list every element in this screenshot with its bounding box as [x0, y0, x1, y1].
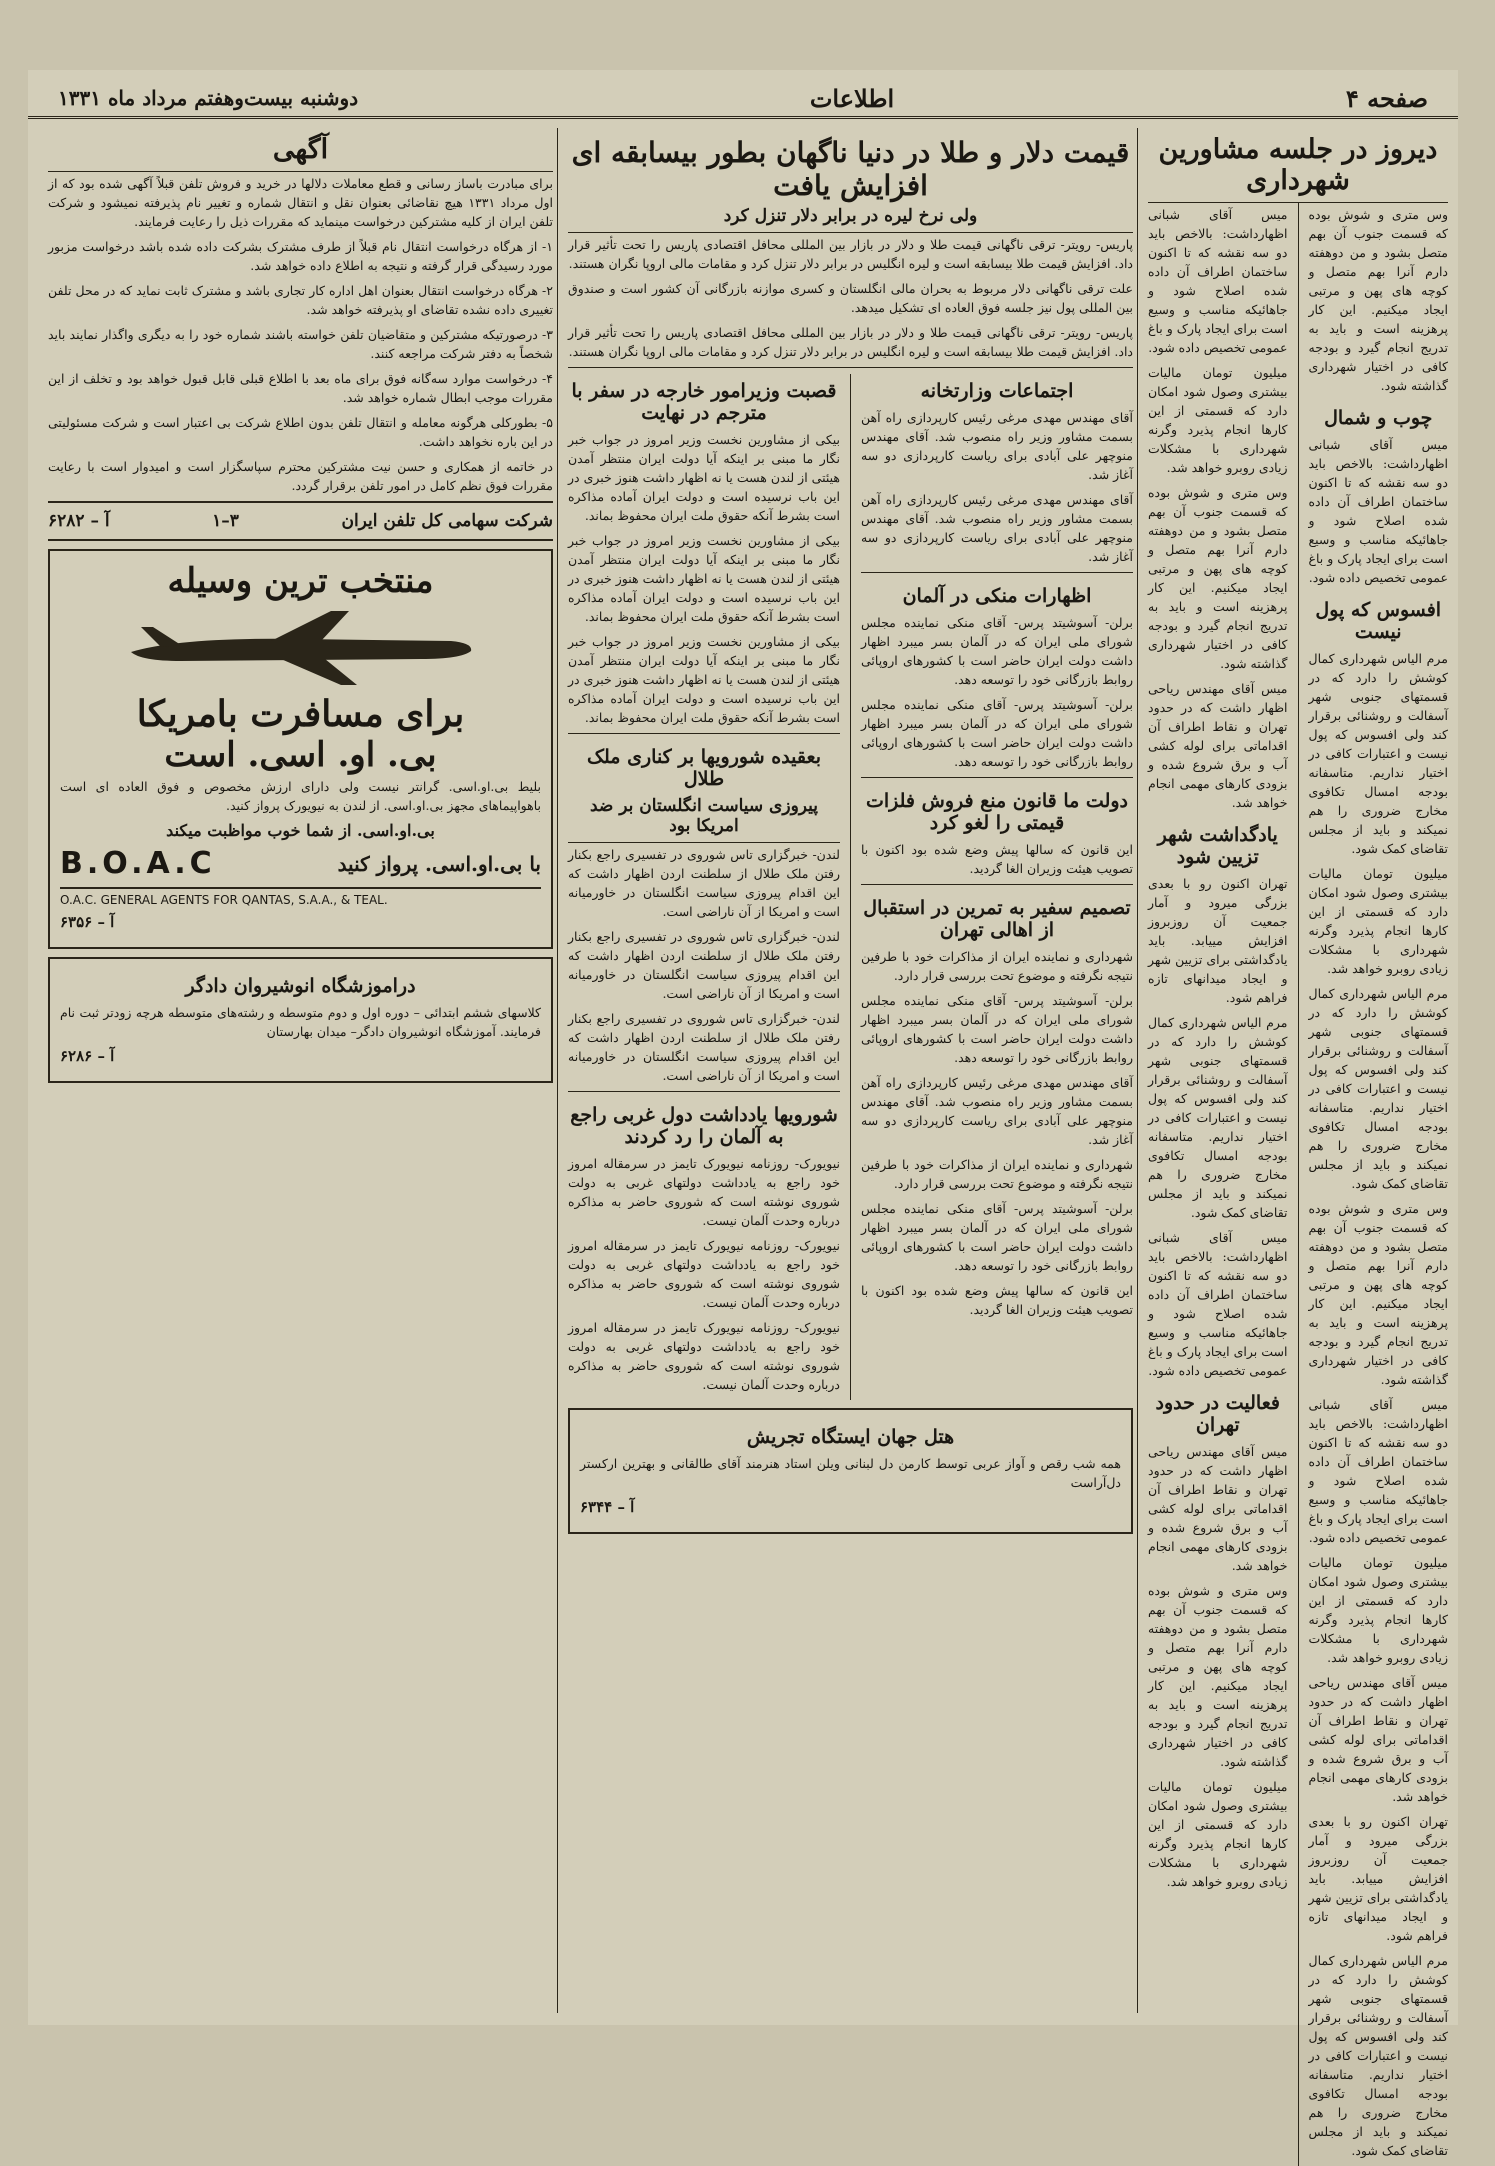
- notice-title: آگهی: [48, 128, 553, 172]
- envoy-paragraph: برلن- آسوشیتد پرس- آقای منکی نماینده مجلس شورای ملی ایران که در آلمان بسر میبرد اظهار داشت دولت ایران حاضر است با کشورهای اروپائی روابط بازرگانی خود را توسعه دهد.: [861, 1201, 1133, 1273]
- page-number: صفحه ۴: [1345, 83, 1428, 113]
- hotel-ad-code: آ – ۶۳۴۴: [580, 1498, 635, 1516]
- boac-agents: O.A.C. GENERAL AGENTS FOR QANTAS, S.A.A., & TEAL.: [60, 887, 541, 907]
- gold-dollar-paragraph: پاریس- رویتر- ترقی ناگهانی قیمت طلا و دلار در بازار بین المللی محافل اقتصادی پاریس را تحت تأثیر قرار داد. افزایش قیمت طلا بیسابقه است و لیره انگلیس در برابر دلار تنزل کرد و مقامات مالی اروپا نگران هستند.: [568, 237, 1133, 271]
- notice-item: ۲- هرگاه درخواست انتقال بعنوان اهل اداره کار تجاری باشد و مشترک ثابت نماید که در محل تلفن تغییری داده نشده تقاضای او پذیرفته خواهد شد.: [48, 283, 553, 317]
- notice-closing: در خاتمه از همکاری و حسن نیت مشترکین محترم سپاسگزار است و امیدوار است با رعایت مقررات فوق نظم کامل در امور تلفن برقرار گردد.: [48, 459, 553, 493]
- council-paragraph: مرم الیاس شهرداری کمال کوشش را دارد که در قسمتهای جنوبی شهر آسفالت و روشنائی برقرار کند ولی افسوس که پول نیست و اعتبارات کافی در اختیار نداریم. متاسفانه بودجه امسال تکافوی مخارج ضروری را هم نمیکند و باید از مجلس تقاضای کمک شود.: [1308, 651, 1448, 856]
- council-paragraph: مرم الیاس شهرداری کمال کوشش را دارد که در قسمتهای جنوبی شهر آسفالت و روشنائی برقرار کند ولی افسوس که پول نیست و اعتبارات کافی در اختیار نداریم. متاسفانه بودجه امسال تکافوی مخارج ضروری را هم نمیکند و باید از مجلس تقاضای کمک شود.: [1148, 1015, 1288, 1220]
- council-paragraph: وس متری و شوش بوده که قسمت جنوب آن بهم متصل بشود و من دوهفته دارم آنرا بهم متصل و کوچه های پهن و مرتبی ایجاد میکنیم. این کار پرهزینه است و باید به تدریج انجام گیرد و بودجه کافی در اختیار شهرداری گذاشته شود.: [1308, 207, 1448, 393]
- council-paragraph: وس متری و شوش بوده که قسمت جنوب آن بهم متصل بشود و من دوهفته دارم آنرا بهم متصل و کوچه های پهن و مرتبی ایجاد میکنیم. این کار پرهزینه است و باید به تدریج انجام گیرد و بودجه کافی در اختیار شهرداری گذاشته شود.: [1308, 1201, 1448, 1387]
- gold-dollar-paragraph: پاریس- رویتر- ترقی ناگهانی قیمت طلا و دلار در بازار بین المللی محافل اقتصادی پاریس را تحت تأثیر قرار داد. افزایش قیمت طلا بیسابقه است و لیره انگلیس در برابر دلار تنزل کرد و مقامات مالی اروپا نگران هستند.: [568, 325, 1133, 359]
- foreign-minister-headline: قصبت وزیرامور خارجه در سفر با مترجم در نهایت: [571, 380, 837, 424]
- school-ad-code: آ – ۶۲۸۶: [60, 1047, 115, 1065]
- ministry-headline: اجتماعات وزارتخانه: [920, 380, 1074, 402]
- council-paragraph: میس آقای مهندس ریاحی اظهار داشت که در حدود تهران و نقاط اطراف آن اقداماتی برای لوله کشی آب و برق شروع شده و بزودی کارهای مهمی انجام خواهد شد.: [1148, 681, 1288, 810]
- boac-ad-text: بلیط بی.او.اسی. گرانتر نیست ولی دارای ارزش مخصوص و فوق العاده ای است باهواپیماهای مجهز بی.او.اسی. از لندن به نیویورک پرواز کنید.: [60, 779, 541, 813]
- council-paragraph: میس آقای شبانی اظهارداشت: بالاخص باید دو سه نقشه که تا اکنون ساختمان اطراف آن داده شده اصلاح شود و جاهائیکه مناسب و وسیع است برای ایجاد پارک و باغ عمومی تخصیص داده شود.: [1148, 207, 1288, 355]
- council-paragraph: میس آقای شبانی اظهارداشت: بالاخص باید دو سه نقشه که تا اکنون ساختمان اطراف آن داده شده اصلاح شود و جاهائیکه مناسب و وسیع است برای ایجاد پارک و باغ عمومی تخصیص داده شود.: [1308, 1397, 1448, 1545]
- newspaper-page: [28, 70, 1458, 2158]
- soviet-note-paragraph: نیویورک- روزنامه نیویورک تایمز در سرمقاله امروز خود راجع به یادداشت دولتهای غربی به دولت شوروی نوشته است که شوروی حاضر به مذاکره درباره وحدت آلمان نیست.: [568, 1320, 840, 1392]
- talal-subhead: پیروزی سیاست انگلستان بر ضد امریکا بود: [568, 794, 840, 843]
- school-ad-text: کلاسهای ششم ابتدائی – دوره اول و دوم متوسطه و رشته‌های متوسطه هرچه زودتر ثبت نام فرمایند. آموزشگاه انوشیروان دادگر– میدان بهارستان: [60, 1005, 541, 1039]
- ministry-paragraph: آقای مهندس مهدی مرغی رئیس کارپردازی راه آهن بسمت مشاور وزیر راه منصوب شد. آقای مهندس منوچهر علی آبادی برای ریاست کارپردازی دو سه آغاز شد.: [861, 492, 1133, 564]
- talal-paragraph: لندن- خبرگزاری تاس شوروی در تفسیری راجع بکنار رفتن ملک طلال از سلطنت اردن اظهار داشت که این اقدام پیروزی سیاست انگلستان در خاورمیانه است و امریکا از آن ناراضی است.: [568, 847, 840, 919]
- council-paragraph: تهران اکنون رو با بعدی بزرگی میرود و آمار جمعیت آن روزبروز افزایش مییابد. باید یادگداشتی برای تزیین شهر و ایجاد میدانهای تازه فراهم شود.: [1308, 1814, 1448, 1943]
- council-paragraph: میلیون تومان مالیات بیشتری وصول شود امکان دارد که قسمتی از این کارها انجام پذیرد وگرنه شهرداری با مشکلات زیادی روبرو خواهد شد.: [1148, 1779, 1288, 1889]
- council-section-title: چوب و شمال: [1324, 407, 1433, 429]
- boac-ad-headline2: برای مسافرت بامریکا: [136, 693, 465, 735]
- germany-paragraph: برلن- آسوشیتد پرس- آقای منکی نماینده مجلس شورای ملی ایران که در آلمان بسر میبرد اظهار داشت دولت ایران حاضر است با کشورهای اروپائی روابط بازرگانی خود را توسعه دهد.: [861, 615, 1133, 687]
- council-paragraph: میلیون تومان مالیات بیشتری وصول شود امکان دارد که قسمتی از این کارها انجام پذیرد وگرنه شهرداری با مشکلات زیادی روبرو خواهد شد.: [1148, 365, 1288, 475]
- council-paragraph: تهران اکنون رو با بعدی بزرگی میرود و آمار جمعیت آن روزبروز افزایش مییابد. باید یادگداشتی برای تزیین شهر و ایجاد میدانهای تازه فراهم شود.: [1148, 876, 1288, 1005]
- telephone-company-name: شرکت سهامی کل تلفن ایران: [341, 511, 553, 531]
- issue-date: دوشنبه بیست‌وهفتم مرداد ماه ۱۳۳۱: [58, 86, 359, 110]
- notice-footer: [48, 501, 553, 541]
- council-section-title: فعالیت در حدود تهران: [1155, 1392, 1280, 1436]
- council-paragraph: میس آقای مهندس ریاحی اظهار داشت که در حدود تهران و نقاط اطراف آن اقداماتی برای لوله کشی آب و برق شروع شده و بزودی کارهای مهمی انجام خواهد شد.: [1148, 1444, 1288, 1573]
- notice-item: ۱- از هرگاه درخواست انتقال نام قبلاً از طرف مشترک بشرکت داده شده باشد درخواست مزبور مورد رسیدگی قرار گرفته و نتیجه به اطلاع داده خواهد شد.: [48, 239, 553, 273]
- envoy-paragraph: برلن- آسوشیتد پرس- آقای منکی نماینده مجلس شورای ملی ایران که در آلمان بسر میبرد اظهار داشت دولت ایران حاضر است با کشورهای اروپائی روابط بازرگانی خود را توسعه دهد.: [861, 993, 1133, 1065]
- boac-logo: B.O.A.C: [60, 846, 216, 881]
- notice-item: ۴- درخواست موارد سه‌گانه فوق برای ماه بعد با اطلاع قبلی قابل قبول خواهد بود و تخلف از این مقررات موجب ابطال شماره خواهد شد.: [48, 371, 553, 405]
- council-paragraph: میس آقای مهندس ریاحی اظهار داشت که در حدود تهران و نقاط اطراف آن اقداماتی برای لوله کشی آب و برق شروع شده و بزودی کارهای مهمی انجام خواهد شد.: [1308, 1675, 1448, 1804]
- foreign-minister-paragraph: بیکی از مشاورین نخست وزیر امروز در جواب خبر نگار ما مبنی بر اینکه آیا دولت ایران منتظر آمدن هیئتی از لندن هست یا نه اظهار داشت هنوز خبری در این باب نرسیده است و دولت ایران آماده مذاکره است بشرط آنکه حقوق ملت ایران محفوظ بماند.: [568, 432, 840, 523]
- airplane-icon: [121, 607, 481, 687]
- column-council: [1137, 128, 1448, 2158]
- talal-paragraph: لندن- خبرگزاری تاس شوروی در تفسیری راجع بکنار رفتن ملک طلال از سلطنت اردن اظهار داشت که این اقدام پیروزی سیاست انگلستان در خاورمیانه است و امریکا از آن ناراضی است.: [568, 1011, 840, 1083]
- soviet-note-paragraph: نیویورک- روزنامه نیویورک تایمز در سرمقاله امروز خود راجع به یادداشت دولتهای غربی به دولت شوروی نوشته است که شوروی حاضر به مذاکره درباره وحدت آلمان نیست.: [568, 1156, 840, 1228]
- council-paragraph: وس متری و شوش بوده که قسمت جنوب آن بهم متصل بشود و من دوهفته دارم آنرا بهم متصل و کوچه های پهن و مرتبی ایجاد میکنیم. این کار پرهزینه است و باید به تدریج انجام گیرد و بودجه کافی در اختیار شهرداری گذاشته شود.: [1148, 1583, 1288, 1769]
- council-section-title: یادگداشت شهر تزیین شود: [1157, 824, 1278, 868]
- hotel-ad-text: همه شب رقص و آواز عربی توسط کارمن دل لبنانی ویلن استاد هنرمند آقای طالقانی و بهترین ارکستر دل‌آراست: [580, 1456, 1121, 1490]
- boac-ad-headline: منتخب ترین وسیله: [167, 561, 434, 601]
- envoy-paragraph: شهرداری و نماینده ایران از مذاکرات خود با طرفین نتیجه نگرفته و موضوع تحت بررسی قرار دارد.: [861, 1157, 1133, 1191]
- notice-intro: برای مبادرت باساز رسانی و قطع معاملات دلالها در خرید و فروش تلفن قبلاً آگهی شده بود که از اول مرداد ۱۳۳۱ هیچ نقاضائی بعنوان نقل و انتقال شماره و تغییر نام پذیرفته نمیشود و شرکت تلفن ایران از کلیه مشترکین درخواست مینماید که مقررات ذیل را رعایت فرمایند.: [48, 176, 553, 229]
- soviet-note-headline: شورویها یادداشت دول غربی راجع به آلمان را رد کردند: [570, 1104, 838, 1148]
- notice-serial: ۳–۱: [212, 511, 239, 531]
- boac-ad-brand: بی. او. اسی. است: [164, 735, 437, 775]
- foreign-minister-paragraph: بیکی از مشاورین نخست وزیر امروز در جواب خبر نگار ما مبنی بر اینکه آیا دولت ایران منتظر آمدن هیئتی از لندن هست یا نه اظهار داشت هنوز خبری در این باب نرسیده است و دولت ایران آماده مذاکره است بشرط آنکه حقوق ملت ایران محفوظ بماند.: [568, 634, 840, 725]
- envoy-headline: تصمیم سفیر به تمرین در استقبال از اهالی تهران: [863, 897, 1131, 941]
- column-ads: [48, 128, 553, 2013]
- school-ad-title: دراموزشگاه انوشیروان دادگر: [185, 975, 416, 997]
- council-paragraph: میس آقای شبانی اظهارداشت: بالاخص باید دو سه نقشه که تا اکنون ساختمان اطراف آن داده شده اصلاح شود و جاهائیکه مناسب و وسیع است برای ایجاد پارک و باغ عمومی تخصیص داده شود.: [1308, 437, 1448, 585]
- notice-item: ۵- بطورکلی هرگونه معامله و انتقال تلفن بدون اطلاع شرکت بی اعتبار است و شرکت مسئولیتی در این باره نخواهد داشت.: [48, 415, 553, 449]
- school-ad: [48, 957, 553, 1083]
- germany-paragraph: برلن- آسوشیتد پرس- آقای منکی نماینده مجلس شورای ملی ایران که در آلمان بسر میبرد اظهار داشت دولت ایران حاضر است با کشورهای اروپائی روابط بازرگانی خود را توسعه دهد.: [861, 697, 1133, 769]
- hotel-ad: [568, 1408, 1133, 1534]
- boac-ad-code: آ – ۶۳۵۶: [60, 913, 115, 931]
- talal-paragraph: لندن- خبرگزاری تاس شوروی در تفسیری راجع بکنار رفتن ملک طلال از سلطنت اردن اظهار داشت که این اقدام پیروزی سیاست انگلستان در خاورمیانه است و امریکا از آن ناراضی است.: [568, 929, 840, 1001]
- boac-ad-fly: با بی.او.اسی. پرواز کنید: [337, 851, 541, 876]
- council-paragraph: وس متری و شوش بوده که قسمت جنوب آن بهم متصل بشود و من دوهفته دارم آنرا بهم متصل و کوچه های پهن و مرتبی ایجاد میکنیم. این کار پرهزینه است و باید به تدریج انجام گیرد و بودجه کافی در اختیار شهرداری گذاشته شود.: [1148, 485, 1288, 671]
- newspaper-name: اطلاعات: [809, 83, 895, 113]
- metals-law-headline: دولت ما قانون منع فروش فلزات قیمتی را لغو کرد: [865, 790, 1129, 834]
- envoy-paragraph: شهرداری و نماینده ایران از مذاکرات خود با طرفین نتیجه نگرفته و موضوع تحت بررسی قرار دارد.: [861, 949, 1133, 983]
- ministry-paragraph: آقای مهندس مهدی مرغی رئیس کارپردازی راه آهن بسمت مشاور وزیر راه منصوب شد. آقای مهندس منوچهر علی آبادی برای ریاست کارپردازی دو سه آغاز شد.: [861, 410, 1133, 482]
- council-headline: دیروز در جلسه مشاورین شهرداری: [1148, 128, 1448, 203]
- envoy-paragraph: این قانون که سالها پیش وضع شده بود اکنون با تصویب هیئت وزیران الغا گردید.: [861, 1283, 1133, 1317]
- germany-headline: اظهارات منکی در آلمان: [902, 585, 1092, 607]
- council-paragraph: میس آقای شبانی اظهارداشت: بالاخص باید دو سه نقشه که تا اکنون ساختمان اطراف آن داده شده اصلاح شود و جاهائیکه مناسب و وسیع است برای ایجاد پارک و باغ عمومی تخصیص داده شود.: [1148, 1230, 1288, 1378]
- council-section-title: افسوس که پول نیست: [1315, 599, 1442, 643]
- column-news: [557, 128, 1133, 2013]
- soviet-note-paragraph: نیویورک- روزنامه نیویورک تایمز در سرمقاله امروز خود راجع به یادداشت دولتهای غربی به دولت شوروی نوشته است که شوروی حاضر به مذاکره درباره وحدت آلمان نیست.: [568, 1238, 840, 1310]
- notice-item: ۳- درصورتیکه مشترکین و متقاضیان تلفن خواسته باشند شماره خود را به دیگری واگذار نمایند باید شخصاً به دفتر شرکت مراجعه کنند.: [48, 327, 553, 361]
- foreign-minister-paragraph: بیکی از مشاورین نخست وزیر امروز در جواب خبر نگار ما مبنی بر اینکه آیا دولت ایران منتظر آمدن هیئتی از لندن هست یا نه اظهار داشت هنوز خبری در این باب نرسیده است و دولت ایران آماده مذاکره است بشرط آنکه حقوق ملت ایران محفوظ بماند.: [568, 533, 840, 624]
- council-paragraph: مرم الیاس شهرداری کمال کوشش را دارد که در قسمتهای جنوبی شهر آسفالت و روشنائی برقرار کند ولی افسوس که پول نیست و اعتبارات کافی در اختیار نداریم. متاسفانه بودجه امسال تکافوی مخارج ضروری را هم نمیکند و باید از مجلس تقاضای کمک شود.: [1308, 1953, 1448, 2158]
- gold-dollar-paragraph: علت ترقی ناگهانی دلار مربوط به بحران مالی انگلستان و کسری موازنه بازرگانی آن کشور است و صندوق بین المللی پول نیز جلسه فوق العاده ای تشکیل میدهد.: [568, 281, 1133, 315]
- council-paragraph: میلیون تومان مالیات بیشتری وصول شود امکان دارد که قسمتی از این کارها انجام پذیرد وگرنه شهرداری با مشکلات زیادی روبرو خواهد شد.: [1308, 1555, 1448, 1665]
- talal-headline: بعقیده شورویها بر کناری ملک طلال: [587, 746, 821, 790]
- envoy-paragraph: آقای مهندس مهدی مرغی رئیس کارپردازی راه آهن بسمت مشاور وزیر راه منصوب شد. آقای مهندس منوچهر علی آبادی برای ریاست کارپردازی دو سه آغاز شد.: [861, 1075, 1133, 1147]
- boac-ad-slogan: بی.او.اسی. از شما خوب مواظبت میکند: [166, 821, 435, 840]
- council-paragraph: میلیون تومان مالیات بیشتری وصول شود امکان دارد که قسمتی از این کارها انجام پذیرد وگرنه شهرداری با مشکلات زیادی روبرو خواهد شد.: [1308, 866, 1448, 976]
- notice-code: آ – ۶۲۸۲: [48, 511, 110, 531]
- metals-law-paragraph: این قانون که سالها پیش وضع شده بود اکنون با تصویب هیئت وزیران الغا گردید.: [861, 842, 1133, 876]
- masthead: [28, 80, 1458, 119]
- hotel-ad-title: هتل جهان ایستگاه تجریش: [746, 1426, 955, 1448]
- gold-dollar-headline: قیمت دلار و طلا در دنیا ناگهان بطور بیسابقه ای افزایش یافت: [571, 136, 1130, 202]
- boac-ad: [48, 549, 553, 949]
- gold-dollar-subhead: ولی نرخ لیره در برابر دلار تنزل کرد: [568, 204, 1133, 233]
- council-paragraph: مرم الیاس شهرداری کمال کوشش را دارد که در قسمتهای جنوبی شهر آسفالت و روشنائی برقرار کند ولی افسوس که پول نیست و اعتبارات کافی در اختیار نداریم. متاسفانه بودجه امسال تکافوی مخارج ضروری را هم نمیکند و باید از مجلس تقاضای کمک شود.: [1308, 986, 1448, 1191]
